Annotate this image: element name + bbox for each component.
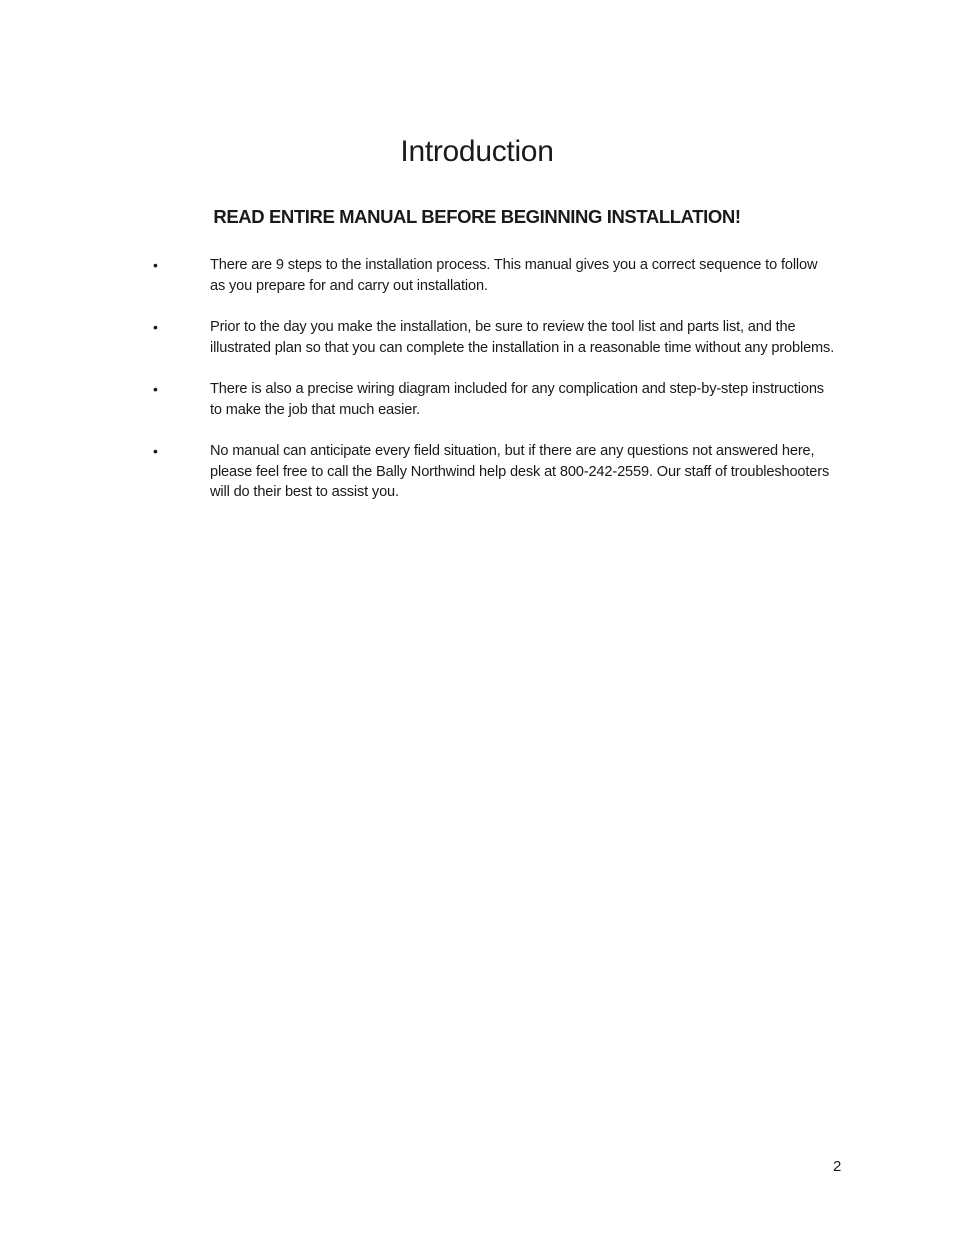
bullet-text: Prior to the day you make the installation, be sure to review the tool list and parts list, and the illustrated plan so that you can complete the installation in a reasonable time without any problems.: [210, 319, 835, 356]
bullet-text: There is also a precise wiring diagram included for any complication and step-by-step instructions to make the job that much easier.: [210, 381, 824, 418]
bullet-icon: •: [153, 257, 158, 273]
bullet-icon: •: [153, 381, 158, 397]
bullet-item-wiring-diagram: [0, 379, 954, 420]
introduction-bullet-list: [0, 255, 954, 524]
bullet-item-help-desk: [0, 441, 954, 503]
bullet-icon: •: [153, 319, 158, 335]
bullet-icon: •: [153, 443, 158, 459]
page-title: Introduction: [400, 135, 554, 168]
bullet-text: No manual can anticipate every field situation, but if there are any questions not answered here, please feel free to call the Bally Northwind help desk at 800-242-2559. Our staff of troubleshooters will do their best to assist you.: [210, 443, 830, 500]
bullet-item-review-lists: [0, 317, 954, 358]
bullet-item-steps: [0, 255, 954, 296]
bullet-text: There are 9 steps to the installation process. This manual gives you a correct sequence to follow as you prepare for and carry out installation.: [210, 257, 818, 294]
page-number: 2: [833, 1158, 842, 1175]
read-manual-warning: READ ENTIRE MANUAL BEFORE BEGINNING INSTALLATION!: [213, 206, 741, 227]
